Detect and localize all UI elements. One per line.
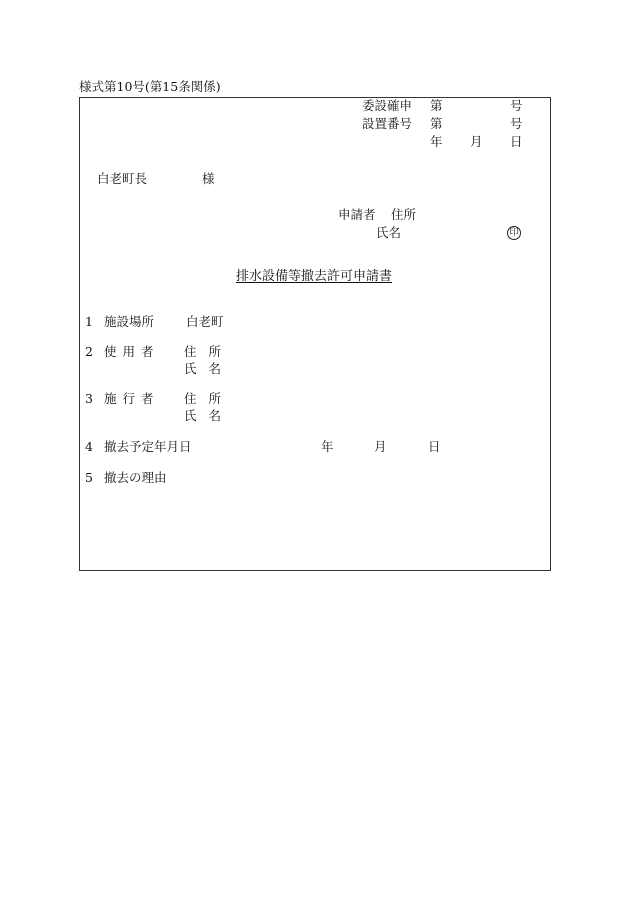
item3-number: 3 xyxy=(85,391,93,406)
item3-address-label: 住所 xyxy=(184,391,234,406)
header-row1-label: 委設確申 xyxy=(362,98,413,113)
header-row2-prefix: 第 xyxy=(430,116,443,131)
addressee-name: 白老町長 xyxy=(97,171,148,186)
applicant-name-label: 氏名 xyxy=(376,225,402,240)
item2-label: 使用者 xyxy=(104,344,160,359)
item2-name-label: 氏名 xyxy=(184,361,234,376)
seal-icon: 印 xyxy=(507,226,521,240)
header-row1-suffix: 号 xyxy=(510,98,523,113)
item4-label: 撤去予定年月日 xyxy=(104,439,192,454)
header-row2-suffix: 号 xyxy=(510,116,523,131)
form-frame xyxy=(79,97,551,571)
item4-month: 月 xyxy=(374,439,387,454)
form-number: 様式第10号(第15条関係) xyxy=(79,79,221,94)
addressee-honorific: 様 xyxy=(202,171,215,186)
item4-number: 4 xyxy=(85,439,93,454)
applicant-label: 申請者 xyxy=(338,207,376,222)
item2-address-label: 住所 xyxy=(184,344,234,359)
item5-label: 撤去の理由 xyxy=(104,470,167,485)
item4-year: 年 xyxy=(321,439,334,454)
header-date-day: 日 xyxy=(510,134,523,149)
item2-number: 2 xyxy=(85,344,93,359)
item1-label: 施設場所 xyxy=(104,314,155,329)
header-row2-label: 設置番号 xyxy=(362,116,413,131)
item1-value: 白老町 xyxy=(186,314,224,329)
document-title: 排水設備等撤去許可申請書 xyxy=(236,269,393,284)
header-date-month: 月 xyxy=(470,134,483,149)
item3-label: 施行者 xyxy=(104,391,160,406)
item4-day: 日 xyxy=(428,439,441,454)
item3-name-label: 氏名 xyxy=(184,408,234,423)
item1-number: 1 xyxy=(85,314,93,329)
header-row1-prefix: 第 xyxy=(430,98,443,113)
applicant-address-label: 住所 xyxy=(391,207,417,222)
item5-number: 5 xyxy=(85,470,93,485)
header-date-year: 年 xyxy=(430,134,443,149)
